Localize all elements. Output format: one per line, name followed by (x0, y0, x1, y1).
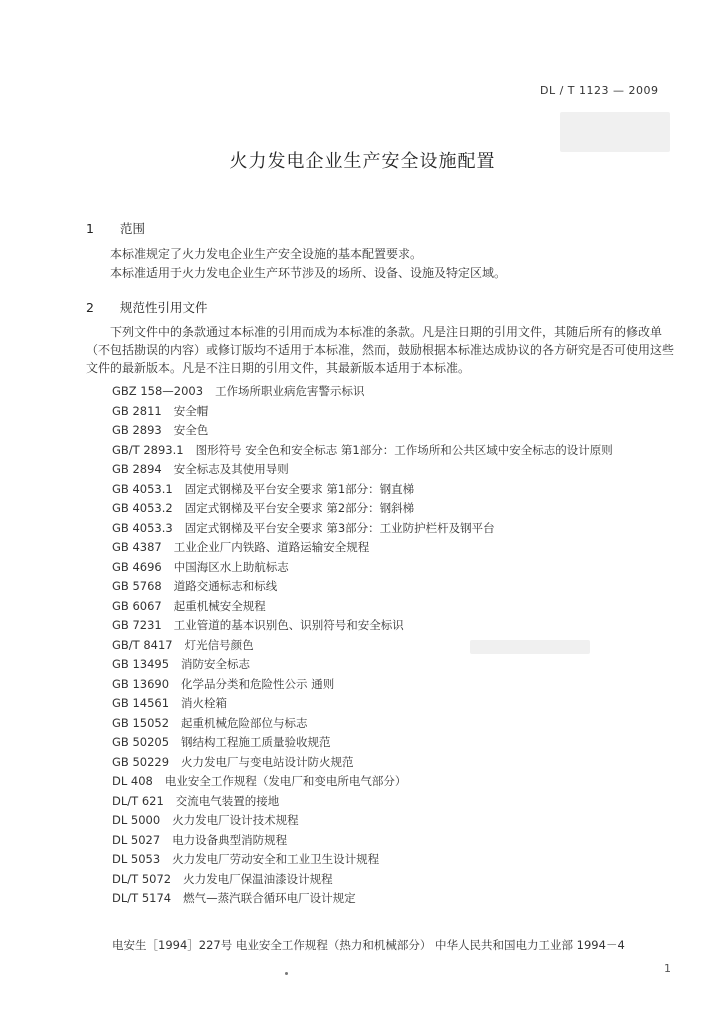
reference-item: GB 4053.3 固定式钢梯及平台安全要求 第3部分：工业防护栏杆及钢平台 (112, 520, 495, 535)
reference-item: GB 6067 起重机械安全规程 (112, 598, 266, 613)
reference-item: GB 7231 工业管道的基本识别色、识别符号和安全标识 (112, 618, 404, 632)
reference-item: GB 4387 工业企业厂内铁路、道路运输安全规程 (112, 540, 370, 554)
reference-item: GB 14561 消火栓箱 (112, 696, 228, 710)
reference-list (86, 382, 686, 909)
speck (285, 972, 288, 975)
scope-paragraph: 本标准适用于火力发电企业生产环节涉及的场所、设备、设施及特定区域。 (110, 266, 507, 280)
reference-item: DL 408 电业安全工作规程（发电厂和变电所电气部分） (112, 774, 407, 788)
reference-item: GB 50205 钢结构工程施工质量验收规范 (112, 735, 331, 749)
reference-item: GB 50229 火力发电厂与变电站设计防火规范 (112, 754, 354, 769)
section-title: 范围 (120, 221, 146, 236)
reference-item: DL 5053 火力发电厂劳动安全和工业卫生设计规程 (112, 852, 380, 866)
page-number: 1 (664, 962, 671, 975)
document-code: DL / T 1123 — 2009 (540, 84, 659, 97)
reference-item: GB 13690 化学品分类和危险性公示 通则 (112, 676, 335, 691)
reference-item: DL 5027 电力设备典型消防规程 (112, 832, 288, 847)
reference-item: GB 2811 安全帽 (112, 403, 209, 418)
reference-item: GB/T 8417 灯光信号颜色 (112, 637, 254, 652)
section-heading-references (86, 298, 208, 316)
reference-item: GB 15052 起重机械危险部位与标志 (112, 715, 308, 730)
section-heading-scope (86, 219, 145, 237)
page-title: 火力发电企业生产安全设施配置 (229, 151, 496, 172)
reference-item: GB 2894 安全标志及其使用导则 (112, 462, 289, 476)
bleed-through-mark (560, 112, 670, 152)
section-number: 1 (86, 221, 94, 236)
reference-item: GB 4053.1 固定式钢梯及平台安全要求 第1部分：钢直梯 (112, 481, 415, 496)
reference-item-last: 电安生［1994］227号 电业安全工作规程（热力和机械部分） 中华人民共和国电力工业部 1994－4 (112, 938, 625, 952)
section-title: 规范性引用文件 (120, 300, 208, 315)
reference-item: GB 2893 安全色 (112, 423, 209, 437)
reference-item: GB 5768 道路交通标志和标线 (112, 579, 278, 593)
section-number: 2 (86, 300, 94, 315)
reference-item: GB 4053.2 固定式钢梯及平台安全要求 第2部分：钢斜梯 (112, 501, 415, 515)
reference-item: DL/T 5174 燃气—蒸汽联合循环电厂设计规定 (112, 891, 356, 905)
reference-item: GB 13495 消防安全标志 (112, 657, 251, 671)
reference-item: GB/T 2893.1 图形符号 安全色和安全标志 第1部分：工作场所和公共区域中安全标志的设计原则 (112, 442, 613, 457)
scope-paragraph: 本标准规定了火力发电企业生产安全设施的基本配置要求。 (110, 247, 423, 261)
reference-item: DL 5000 火力发电厂设计技术规程 (112, 813, 299, 827)
references-intro: 下列文件中的条款通过本标准的引用而成为本标准的条款。凡是注日期的引用文件，其随后所有的修改单（不包括勘误的内容）或修订版均不适用于本标准，然而，鼓励根据本标准达成协议的各方研究是否可使用这些文件的最新版本。凡是不注日期的引用文件，其最新版本适用于本标准。 (86, 325, 675, 375)
reference-item: GBZ 158—2003 工作场所职业病危害警示标识 (112, 384, 365, 398)
reference-item: DL/T 5072 火力发电厂保温油漆设计规程 (112, 871, 333, 886)
reference-item: GB 4696 中国海区水上助航标志 (112, 559, 289, 574)
reference-item: DL/T 621 交流电气装置的接地 (112, 793, 280, 808)
